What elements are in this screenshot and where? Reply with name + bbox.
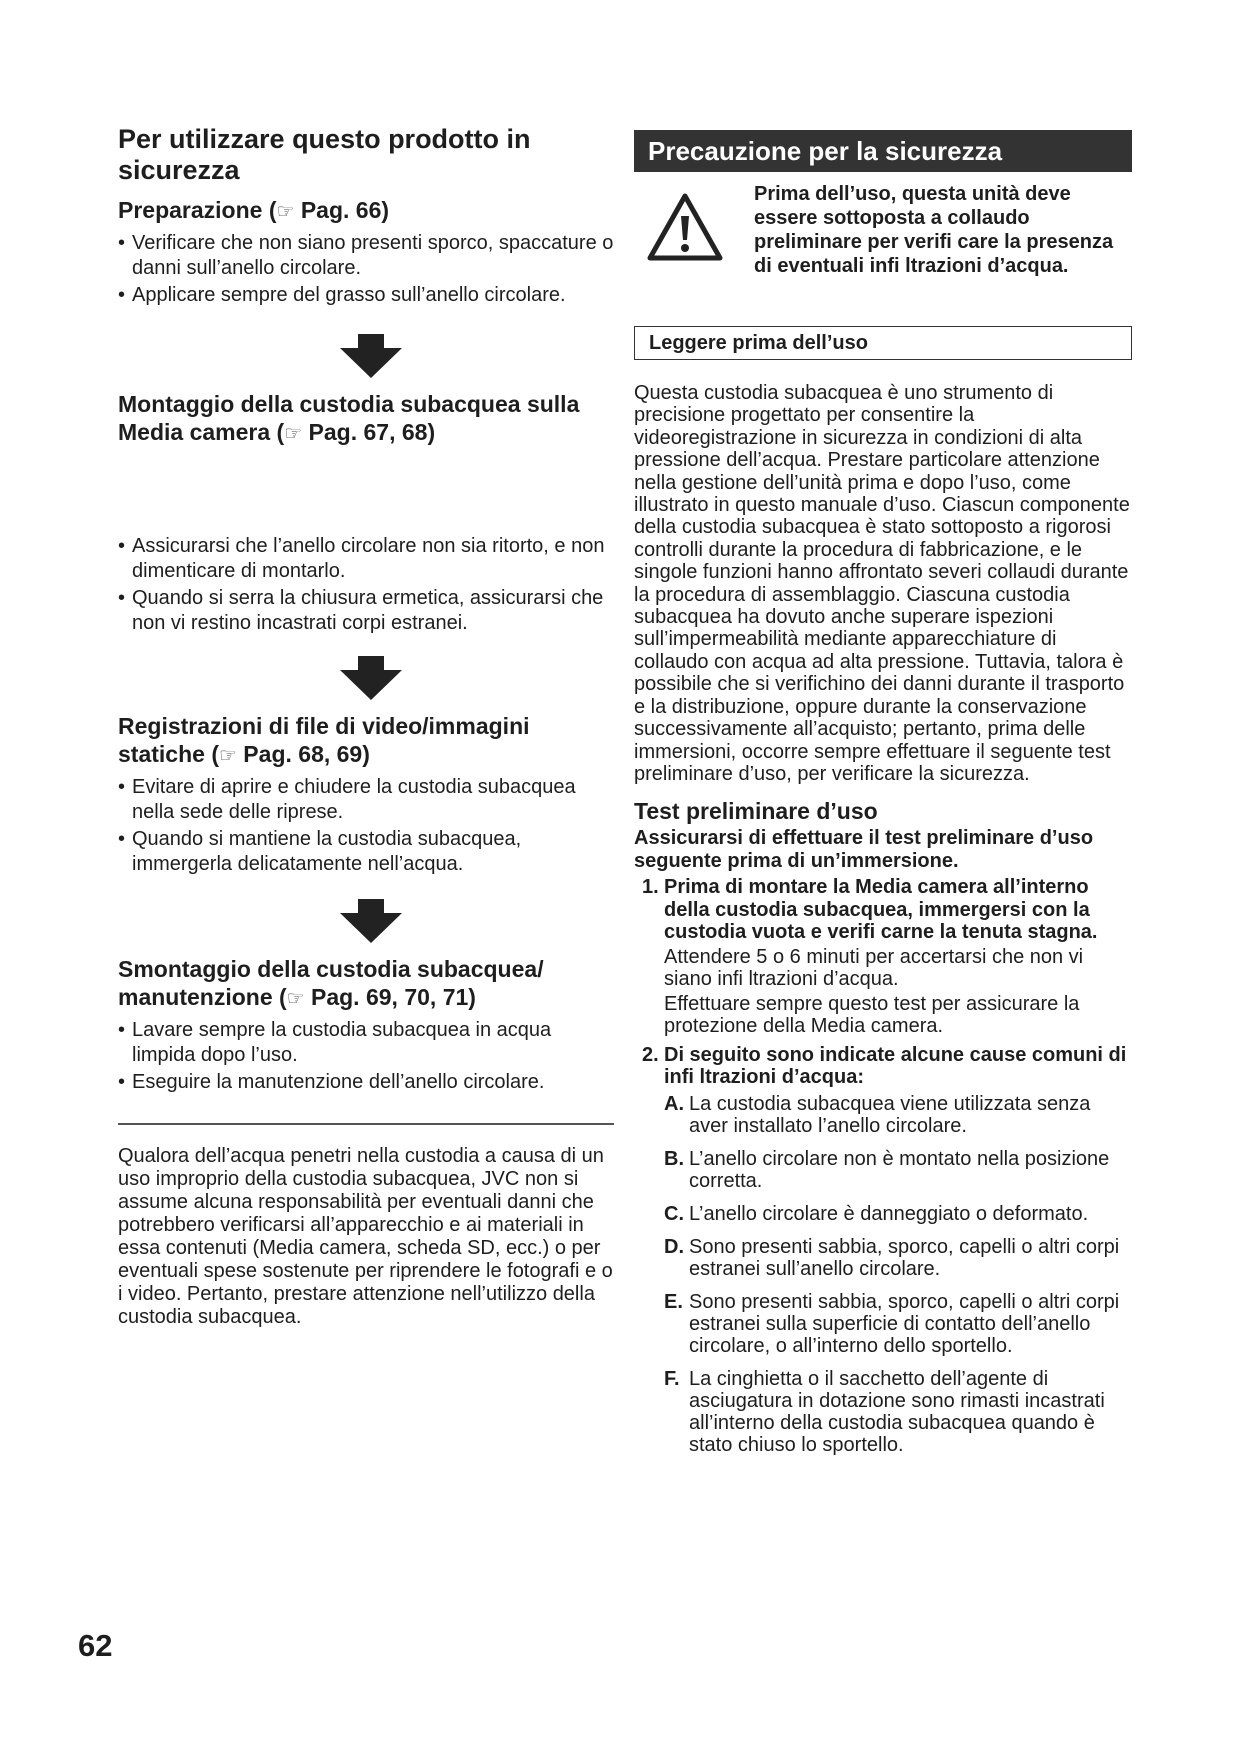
warning-text: Prima dell’uso, questa unità deve essere sottoposta a collaudo preliminare per verifi care la presenza di eventuali infi ltrazioni d’acqua. [754,183,1114,277]
list-item: • Lavare sempre la custodia subacquea in acqua limpida dopo l’uso. [118,1018,614,1068]
bullet-list [118,534,614,636]
test-steps [634,876,1132,1456]
page-ref-icon: ☞ [218,745,237,767]
right-column [634,130,1132,1467]
page-number: 62 [78,1628,113,1663]
down-arrow-icon [336,656,406,702]
step-heading-mounting: Montaggio della custodia subacquea sulla Media camera (☞ Pag. 67, 68) [118,391,580,445]
warning-block [634,180,1132,310]
safety-banner: Precauzione per la sicurezza [634,130,1132,172]
list-item: • Quando si mantiene la custodia subacquea, immergerla delicatamente nell’acqua. [118,827,614,877]
list-item: A. La custodia subacquea viene utilizzata senza aver installato l’anello circolare. [664,1092,1091,1137]
list-item: • Quando si serra la chiusura ermetica, assicurarsi che non vi restino incastrati corpi estranei. [118,586,614,636]
test-step-2 [634,1044,1132,1456]
down-arrow-icon [336,899,406,945]
step-number: 1. [642,876,659,899]
read-before-use-label: Leggere prima dell’uso [634,326,1132,360]
list-item: D. Sono presenti sabbia, sporco, capelli o altri corpi estranei sull’anello circolare. [664,1235,1120,1280]
list-item: • Assicurarsi che l’anello circolare non sia ritorto, e non dimenticare di montarlo. [118,534,614,584]
step-title: Di seguito sono indicate alcune cause comuni di infi ltrazioni d’acqua: [664,1043,1127,1089]
bullet-list [118,231,614,308]
page-ref-icon: ☞ [284,423,303,445]
list-item: E. Sono presenti sabbia, sporco, capelli o altri corpi estranei sulla superficie di contatto dell’anello circolare, o all’interno dello sportello. [664,1290,1120,1357]
intro-paragraph: Questa custodia subacquea è uno strumento di precisione progettato per consentire la videoregistrazione in sicurezza in condizioni di alta pressione dell’acqua. Prestare particolare attenzione nella gestione dell’unità prima e dopo l’uso, come illustrato in questo manuale d’uso. Ciascun componente della custodia subacquea è stato sottoposto a rigorosi controlli durante la procedura di fabbricazione, e le singole funzioni hanno affrontato severi collaudi durante la procedura di assemblaggio. Ciascuna custodia subacquea ha dovuto anche superare ispezioni sull’impermeabilità mediante apparecchiature di collaudo con acqua ad alta pressione. Tuttavia, talora è possibile che si verifichino dei danni durante il trasporto e la distribuzione, oppure durante la conservazione successivamente all’acquisto; pertanto, prima delle immersioni, occorre sempre effettuare il seguente test preliminare d’uso, per verificare la sicurezza. [634,382,1130,785]
causes-list [664,1093,1132,1456]
list-item: • Applicare sempre del grasso sull’anello circolare. [118,283,614,308]
warning-icon [646,192,724,262]
section-divider [118,1123,614,1125]
bullet-list [118,1018,614,1095]
page-ref-icon: ☞ [286,988,305,1010]
step-number: 2. [642,1043,659,1066]
step-heading-dismantling: Smontaggio della custodia subacquea/ manutenzione (☞ Pag. 69, 70, 71) [118,956,544,1010]
down-arrow-icon [336,334,406,380]
disclaimer-text: Qualora dell’acqua penetri nella custodia a causa di un uso improprio della custodia subacquea, JVC non si assume alcuna responsabilità per eventuali danni che potrebbero verificarsi all’apparecchio e ai materiali in essa contenuti (Media camera, scheda SD, ecc.) o per eventuali spese sostenute per riprendere le fotografi e o i video. Pertanto, prestare attenzione nell’utilizzo della custodia subacquea. [118,1145,613,1328]
page-ref-icon: ☞ [276,201,295,223]
test-subheading: Assicurarsi di effettuare il test preliminare d’uso seguente prima di un’immersione. [634,827,1094,872]
left-column [118,124,614,1329]
step-heading-recording: Registrazioni di file di video/immagini statiche (☞ Pag. 68, 69) [118,713,530,767]
step-body: Attendere 5 o 6 minuti per accertarsi che non vi siano infi ltrazioni d’acqua. [664,945,1084,991]
list-item: B. L’anello circolare non è montato nella posizione corretta. [664,1147,1110,1192]
test-heading: Test preliminare d’uso [634,798,878,825]
list-item: F. La cinghietta o il sacchetto dell’agente di asciugatura in dotazione sono rimasti incastrati all’interno della custodia subacquea quando è stato chiuso lo sportello. [664,1367,1105,1456]
step-body: Effettuare sempre questo test per assicurare la protezione della Media camera. [664,992,1080,1038]
bullet-list [118,775,614,877]
section-title: Per utilizzare questo prodotto in sicurezza [118,124,531,185]
list-item: • Eseguire la manutenzione dell’anello circolare. [118,1070,614,1095]
list-item: • Verificare che non siano presenti sporco, spaccature o danni sull’anello circolare. [118,231,614,281]
list-item: • Evitare di aprire e chiudere la custodia subacquea nella sede delle riprese. [118,775,614,825]
list-item: C. L’anello circolare è danneggiato o deformato. [664,1202,1089,1225]
step-heading-preparation: Preparazione (☞ Pag. 66) [118,197,390,223]
step-title: Prima di montare la Media camera all’interno della custodia subacquea, immergersi con la custodia vuota e verifi carne la tenuta stagna. [664,876,1098,944]
test-step-1 [634,876,1132,1038]
